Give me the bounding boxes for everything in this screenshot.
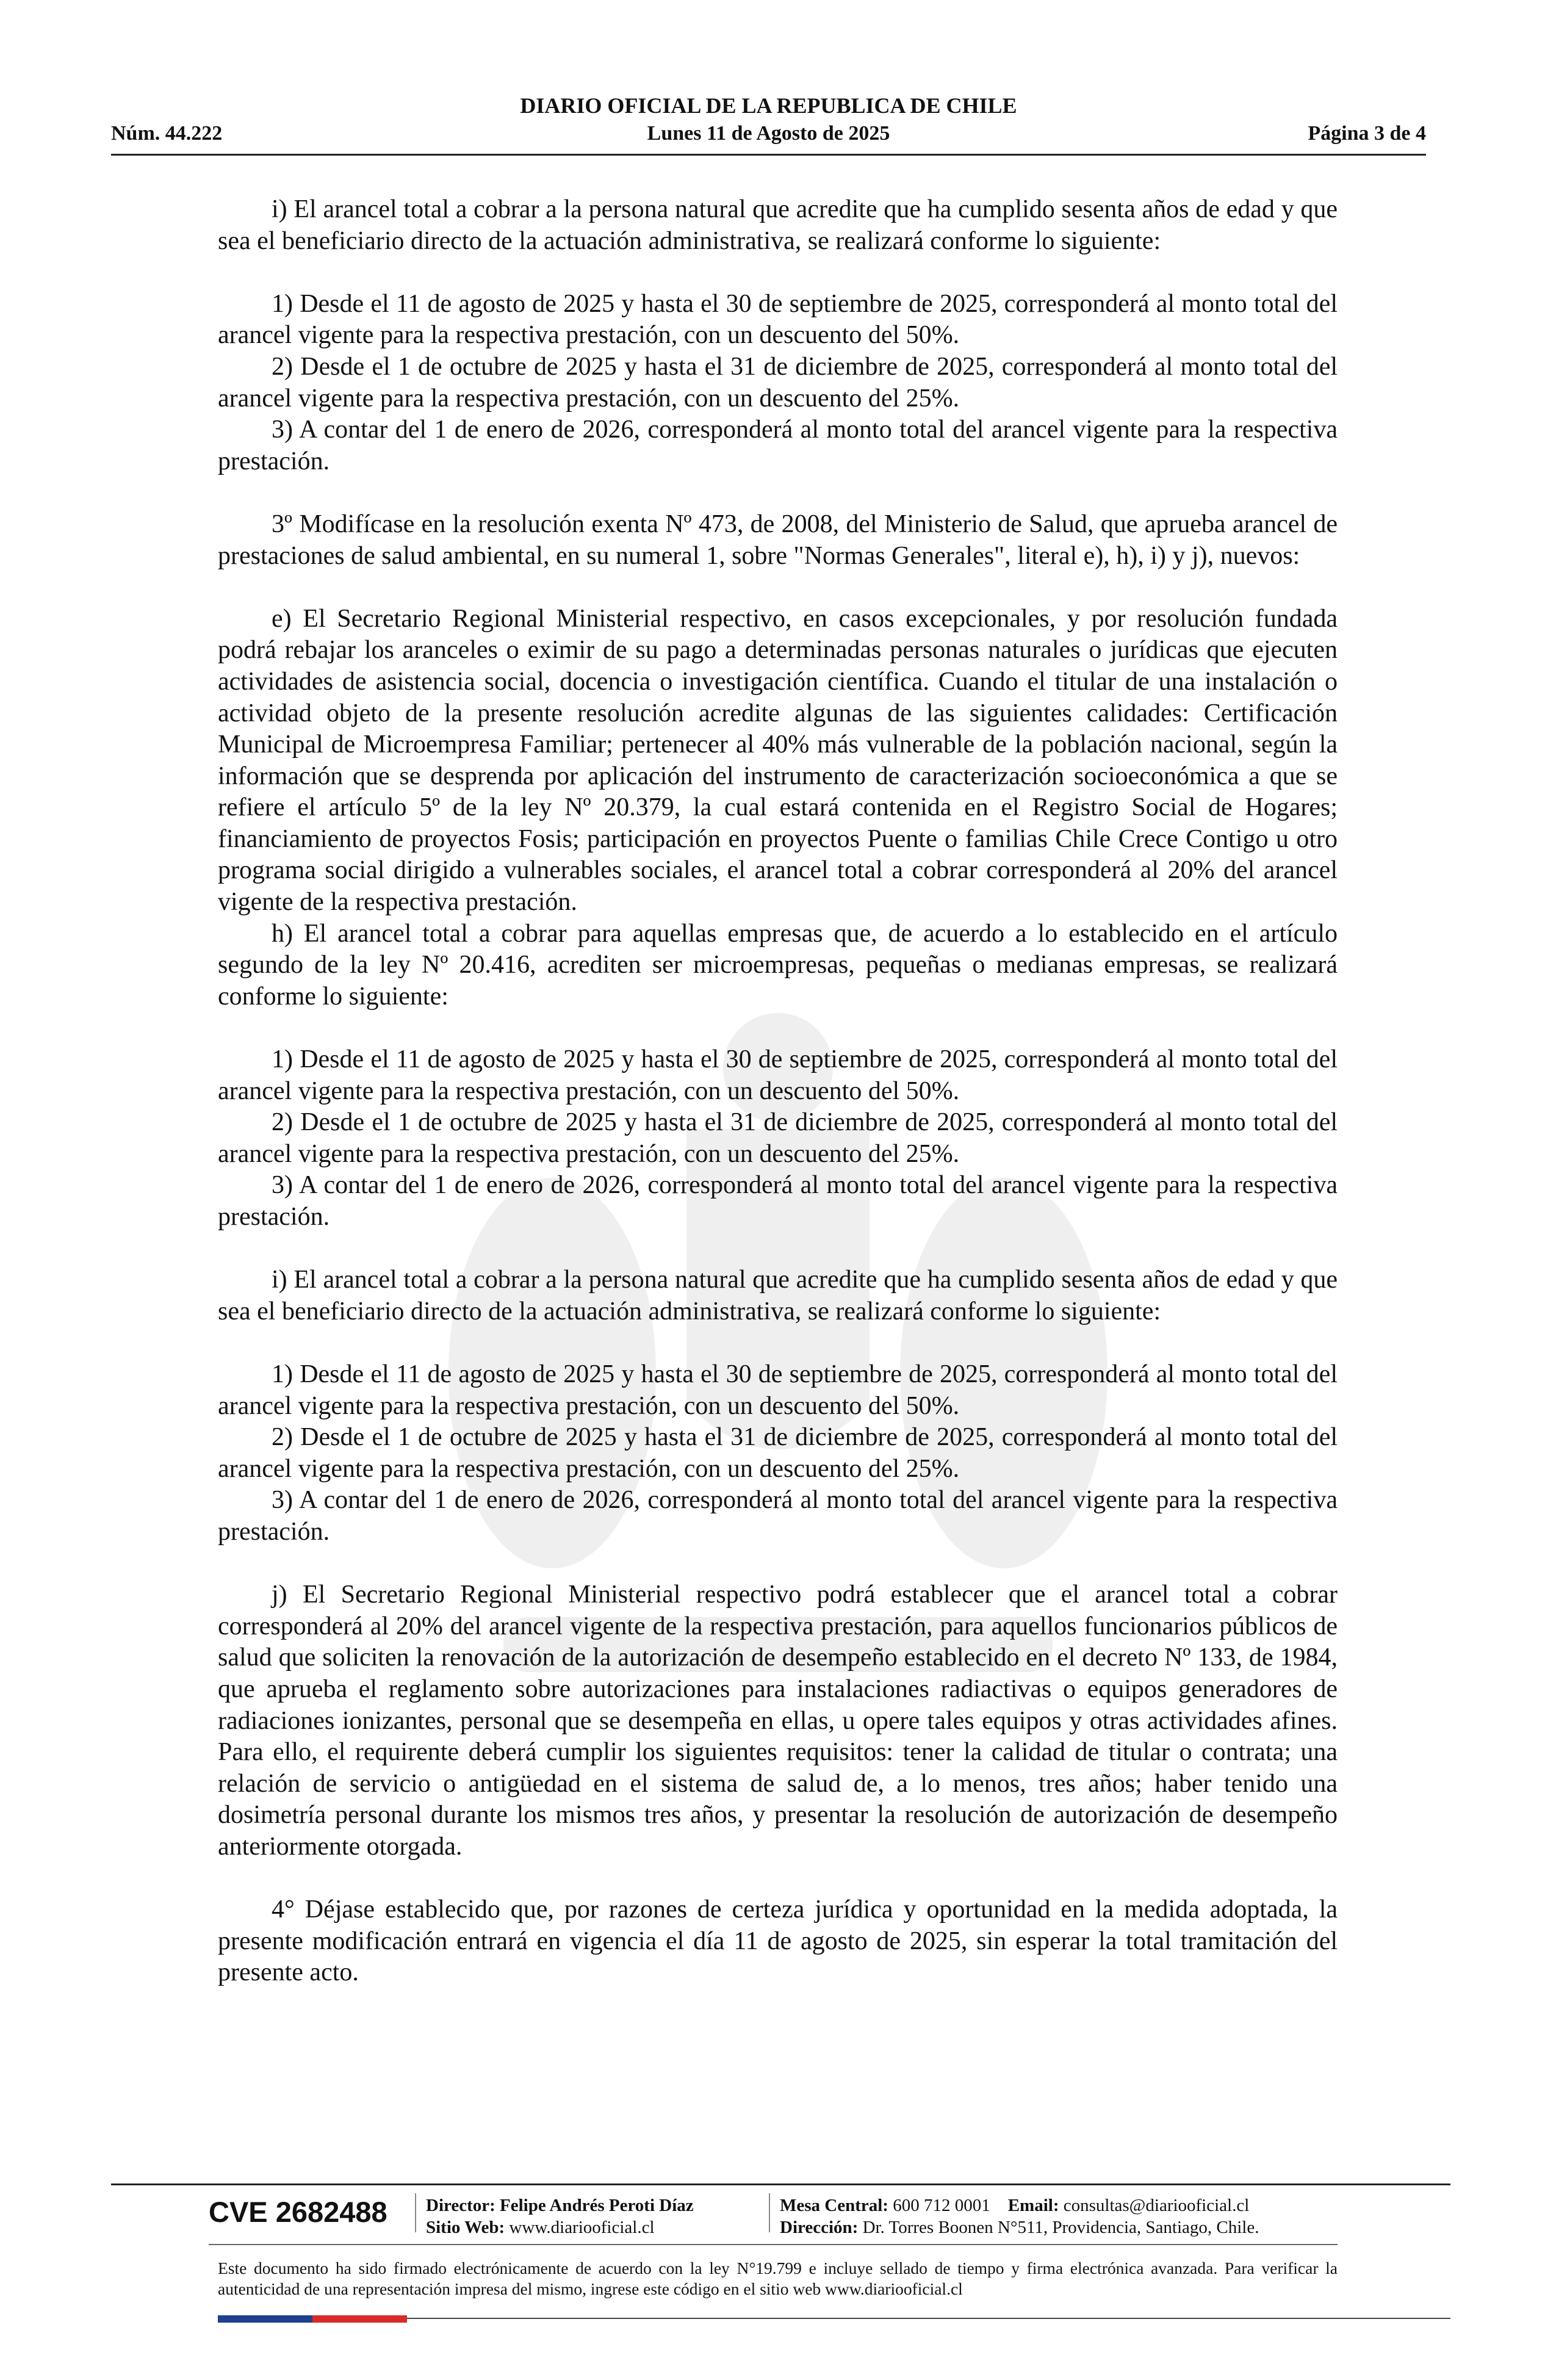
paragraph: 3) A contar del 1 de enero de 2026, corresponderá al monto total del arancel vigente para la respectiva prestación. — [218, 1486, 1338, 1546]
email-link[interactable]: consultas@diariooficial.cl — [1063, 2196, 1250, 2215]
footer-separator — [769, 2193, 770, 2232]
footer-divider-mid — [209, 2244, 1338, 2245]
footer-divider-bottom — [407, 2318, 1450, 2319]
footer-director-block — [426, 2194, 694, 2238]
address-value: Dr. Torres Boonen N°511, Providencia, Santiago, Chile. — [862, 2218, 1259, 2237]
paragraph: 3) A contar del 1 de enero de 2026, corresponderá al monto total del arancel vigente para la respectiva prestación. — [218, 416, 1338, 475]
director-label: Director: — [426, 2196, 495, 2215]
paragraph: 3º Modifícase en la resolución exenta Nº 473, de 2008, del Ministerio de Salud, que aprueba arancel de prestaciones de salud ambiental, en su numeral 1, sobre "Normas Generales", literal e), h), i) y j), nuevos: — [218, 510, 1338, 570]
paragraph: 2) Desde el 1 de octubre de 2025 y hasta el 31 de diciembre de 2025, corresponderá al monto total del arancel vigente para la respectiva prestación, con un descuento del 25%. — [218, 1423, 1338, 1483]
paragraph: 3) A contar del 1 de enero de 2026, corresponderá al monto total del arancel vigente para la respectiva prestación. — [218, 1171, 1338, 1231]
website-link[interactable]: www.diariooficial.cl — [509, 2218, 655, 2237]
paragraph: 1) Desde el 11 de agosto de 2025 y hasta el 30 de septiembre de 2025, corresponderá al monto total del arancel vigente para la respectiva prestación, con un descuento del 50%. — [218, 289, 1338, 350]
paragraph: e) El Secretario Regional Ministerial respectivo, en casos excepcionales, y por resolución fundada podrá rebajar los aranceles o eximir de su pago a determinadas personas naturales o jurídicas que ejecuten actividades de asistencia social, docencia o investigación científica. Cuando el titular de una instalación o actividad objeto de la presente resolución acredite algunas de las siguientes calidades: Certificación Municipal de Microempresa Familiar; pertenecer al 40% más vulnerable de la población nacional, según la información que se desprenda por aplicación del instrumento de caracterización socioeconómica a que se refiere el artículo 5º de la ley Nº 20.379, la cual estará contenida en el Registro Social de Hogares; financiamiento de proyectos Fosis; participación en proyectos Puente o familias Chile Crece Contigo u otro programa social dirigido a vulnerables sociales, el arancel total a cobrar corresponderá al 20% del arancel vigente de la respectiva prestación. — [218, 604, 1338, 917]
email-label: Email: — [1007, 2196, 1059, 2215]
director-name: Felipe Andrés Peroti Díaz — [500, 2196, 694, 2215]
paragraph: 2) Desde el 1 de octubre de 2025 y hasta el 31 de diciembre de 2025, corresponderá al monto total del arancel vigente para la respectiva prestación, con un descuento del 25%. — [218, 1108, 1338, 1168]
issue-number: Núm. 44.222 — [111, 122, 223, 145]
publication-title: DIARIO OFICIAL DE LA REPUBLICA DE CHILE — [520, 93, 1017, 118]
footer-divider-top — [111, 2183, 1450, 2185]
page-number: Página 3 de 4 — [1308, 122, 1426, 145]
paragraph: 1) Desde el 11 de agosto de 2025 y hasta el 30 de septiembre de 2025, corresponderá al monto total del arancel vigente para la respectiva prestación, con un descuento del 50%. — [218, 1360, 1338, 1420]
address-label: Dirección: — [780, 2218, 859, 2237]
header-divider — [111, 154, 1426, 156]
paragraph: i) El arancel total a cobrar a la persona natural que acredite que ha cumplido sesenta años de edad y que sea el beneficiario directo de la actuación administrativa, se realizará conforme lo siguiente: — [218, 195, 1338, 255]
paragraph: 2) Desde el 1 de octubre de 2025 y hasta el 31 de diciembre de 2025, corresponderá al monto total del arancel vigente para la respectiva prestación, con un descuento del 25%. — [218, 352, 1338, 413]
document-body — [218, 194, 1338, 1989]
legal-notice: Este documento ha sido firmado electrónicamente de acuerdo con la ley N°19.799 e incluye sellado de tiempo y firma electrónica avanzada. Para verificar la autenticidad de una representación impresa del mismo, ingrese este código en el sitio web www.diariooficial.cl — [218, 2259, 1338, 2298]
paragraph: j) El Secretario Regional Ministerial respectivo podrá establecer que el arancel total a cobrar corresponderá al 20% del arancel vigente de la respectiva prestación, para aquellos funcionarios públicos de salud que soliciten la renovación de la autorización de desempeño establecido en el decreto Nº 133, de 1984, que aprueba el reglamento sobre autorizaciones para instalaciones radiactivas o equipos generadores de radiaciones ionizantes, personal que se desempeña en ellas, u opere tales equipos y otras actividades afines. Para ello, el requirente deberá cumplir los siguientes requisitos: tener la calidad de titular o contrata; una relación de servicio o antigüedad en el sistema de salud de, a lo menos, tres años; haber tenido una dosimetría personal durante los mismos tres años, y presentar la resolución de autorización de desempeño anteriormente otorgada. — [218, 1581, 1338, 1861]
paragraph: i) El arancel total a cobrar a la persona natural que acredite que ha cumplido sesenta años de edad y que sea el beneficiario directo de la actuación administrativa, se realizará conforme lo siguiente: — [218, 1266, 1338, 1325]
issue-date: Lunes 11 de Agosto de 2025 — [647, 122, 890, 145]
website-label: Sitio Web: — [426, 2218, 505, 2237]
page-header — [111, 93, 1426, 154]
paragraph: h) El arancel total a cobrar para aquellas empresas que, de acuerdo a lo establecido en el artículo segundo de la ley Nº 20.416, acrediten ser microempresas, pequeñas o medianas empresas, se realizará conforme lo siguiente: — [218, 919, 1338, 1011]
footer-contact-block — [780, 2194, 1259, 2238]
mesa-phone: 600 712 0001 — [893, 2196, 990, 2215]
paragraph: 1) Desde el 11 de agosto de 2025 y hasta el 30 de septiembre de 2025, corresponderá al monto total del arancel vigente para la respectiva prestación, con un descuento del 50%. — [218, 1045, 1338, 1105]
mesa-label: Mesa Central: — [780, 2196, 888, 2215]
flag-stripe-red — [312, 2315, 407, 2323]
footer-separator — [415, 2193, 416, 2232]
flag-stripe-blue — [218, 2315, 312, 2323]
cve-code: CVE 2682488 — [209, 2196, 387, 2228]
paragraph: 4° Déjase establecido que, por razones de certeza jurídica y oportunidad en la medida adoptada, la presente modificación entrará en vigencia el día 11 de agosto de 2025, sin esperar la total tramitación del presente acto. — [218, 1895, 1338, 1987]
